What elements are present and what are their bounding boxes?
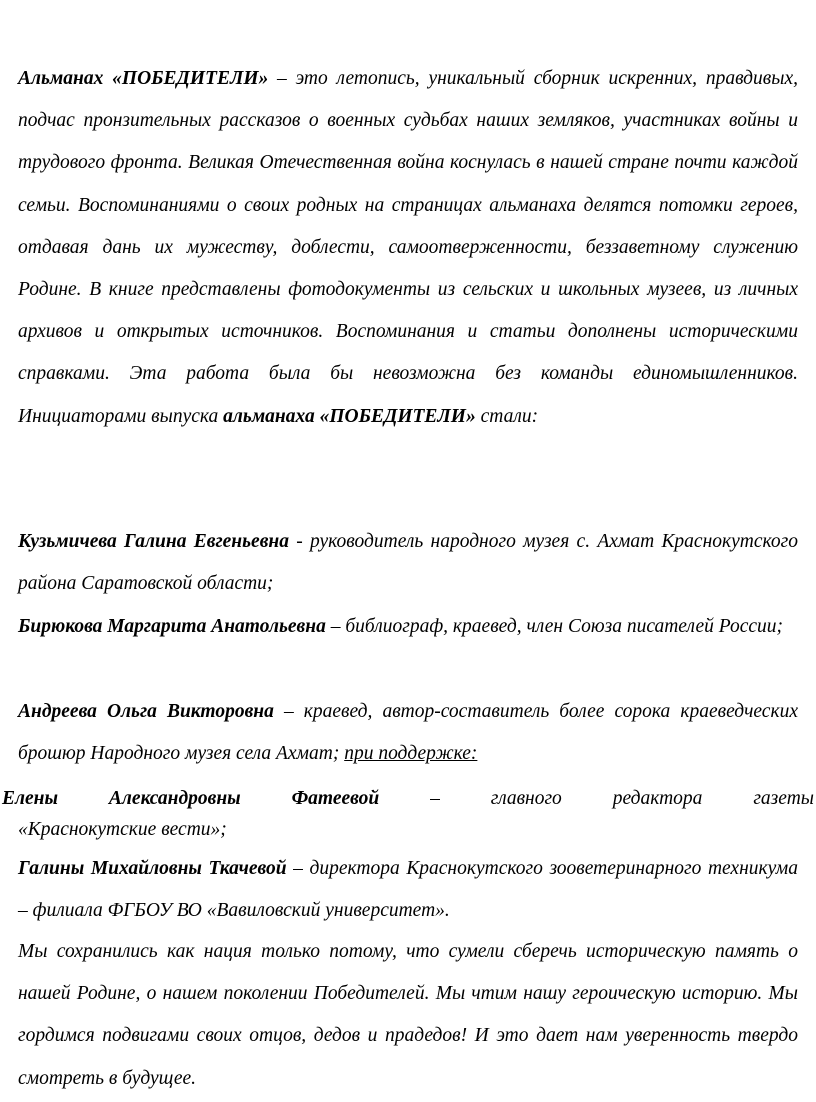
initiator-name: Андреева Ольга Викторовна (18, 701, 274, 722)
supporter-name: Галины Михайловны Ткачевой (18, 858, 287, 879)
support-label: при поддержке: (344, 743, 478, 764)
supporter-line-1 (2, 783, 814, 814)
intro-text: – это летопись, уникальный сборник искренних, правдивых, подчас пронзительных рассказов о военных судьбах наших земляков, участниках войны и трудового фронта. Великая Отечественная война коснулась в нашей стране почти каждой семьи. Воспоминаниями о своих родных на страницах альманаха делятся потомки героев, отдавая дань их мужеству, доблести, самоотверженности, беззаветному служению Родине. В книге представлены фотодокументы из сельских и школьных музеев, из личных архивов и открытых источников. Воспоминания и статьи дополнены историческими справками. Эта работа была бы невозможна без команды единомышленников. Инициаторами выпуска (18, 68, 798, 427)
supporter-tkacheva (18, 848, 798, 932)
intro-paragraph (18, 58, 798, 438)
supporter-fateeva (2, 783, 814, 845)
initiator-name: Кузьмичева Галина Евгеньевна (18, 531, 289, 552)
supporter-newspaper: «Краснокутские вести»; (18, 819, 227, 840)
initiator-andreeva (18, 691, 798, 775)
initiator-name: Бирюкова Маргарита Анатольевна (18, 616, 326, 637)
almanac-title: Альманах «ПОБЕДИТЕЛИ» (18, 68, 269, 89)
initiator-role: – библиограф, краевед, член Союза писателей России; (325, 616, 783, 637)
initiator-kuzmicheva (18, 521, 798, 605)
supporter-role: – директора Краснокутского зооветеринарного техникума – филиала ФГБОУ ВО «Вавиловский университет». (18, 858, 798, 921)
initiator-role: - руководитель народного музея с. Ахмат Краснокутского района Саратовской области; (18, 531, 798, 594)
initiator-role: – краевед, автор-составитель более сорока краеведческих брошюр Народного музея села Ахмат; (18, 701, 798, 764)
closing-paragraph: Мы сохранились как нация только потому, что сумели сберечь историческую память о нашей Родине, о нашем поколении Победителей. Мы чтим нашу героическую историю. Мы гордимся подвигами своих отцов, дедов и прадедов! И это дает нам уверенность твердо смотреть в будущее. (18, 941, 798, 1089)
supporter-role: – главного редактора газеты (379, 788, 814, 809)
supporter-name: Елены Александровны Фатеевой (2, 788, 380, 809)
intro-ending: стали: (475, 405, 539, 427)
almanac-title-repeat: альманаха «ПОБЕДИТЕЛИ» (223, 405, 476, 427)
initiator-biryukova (18, 606, 798, 648)
